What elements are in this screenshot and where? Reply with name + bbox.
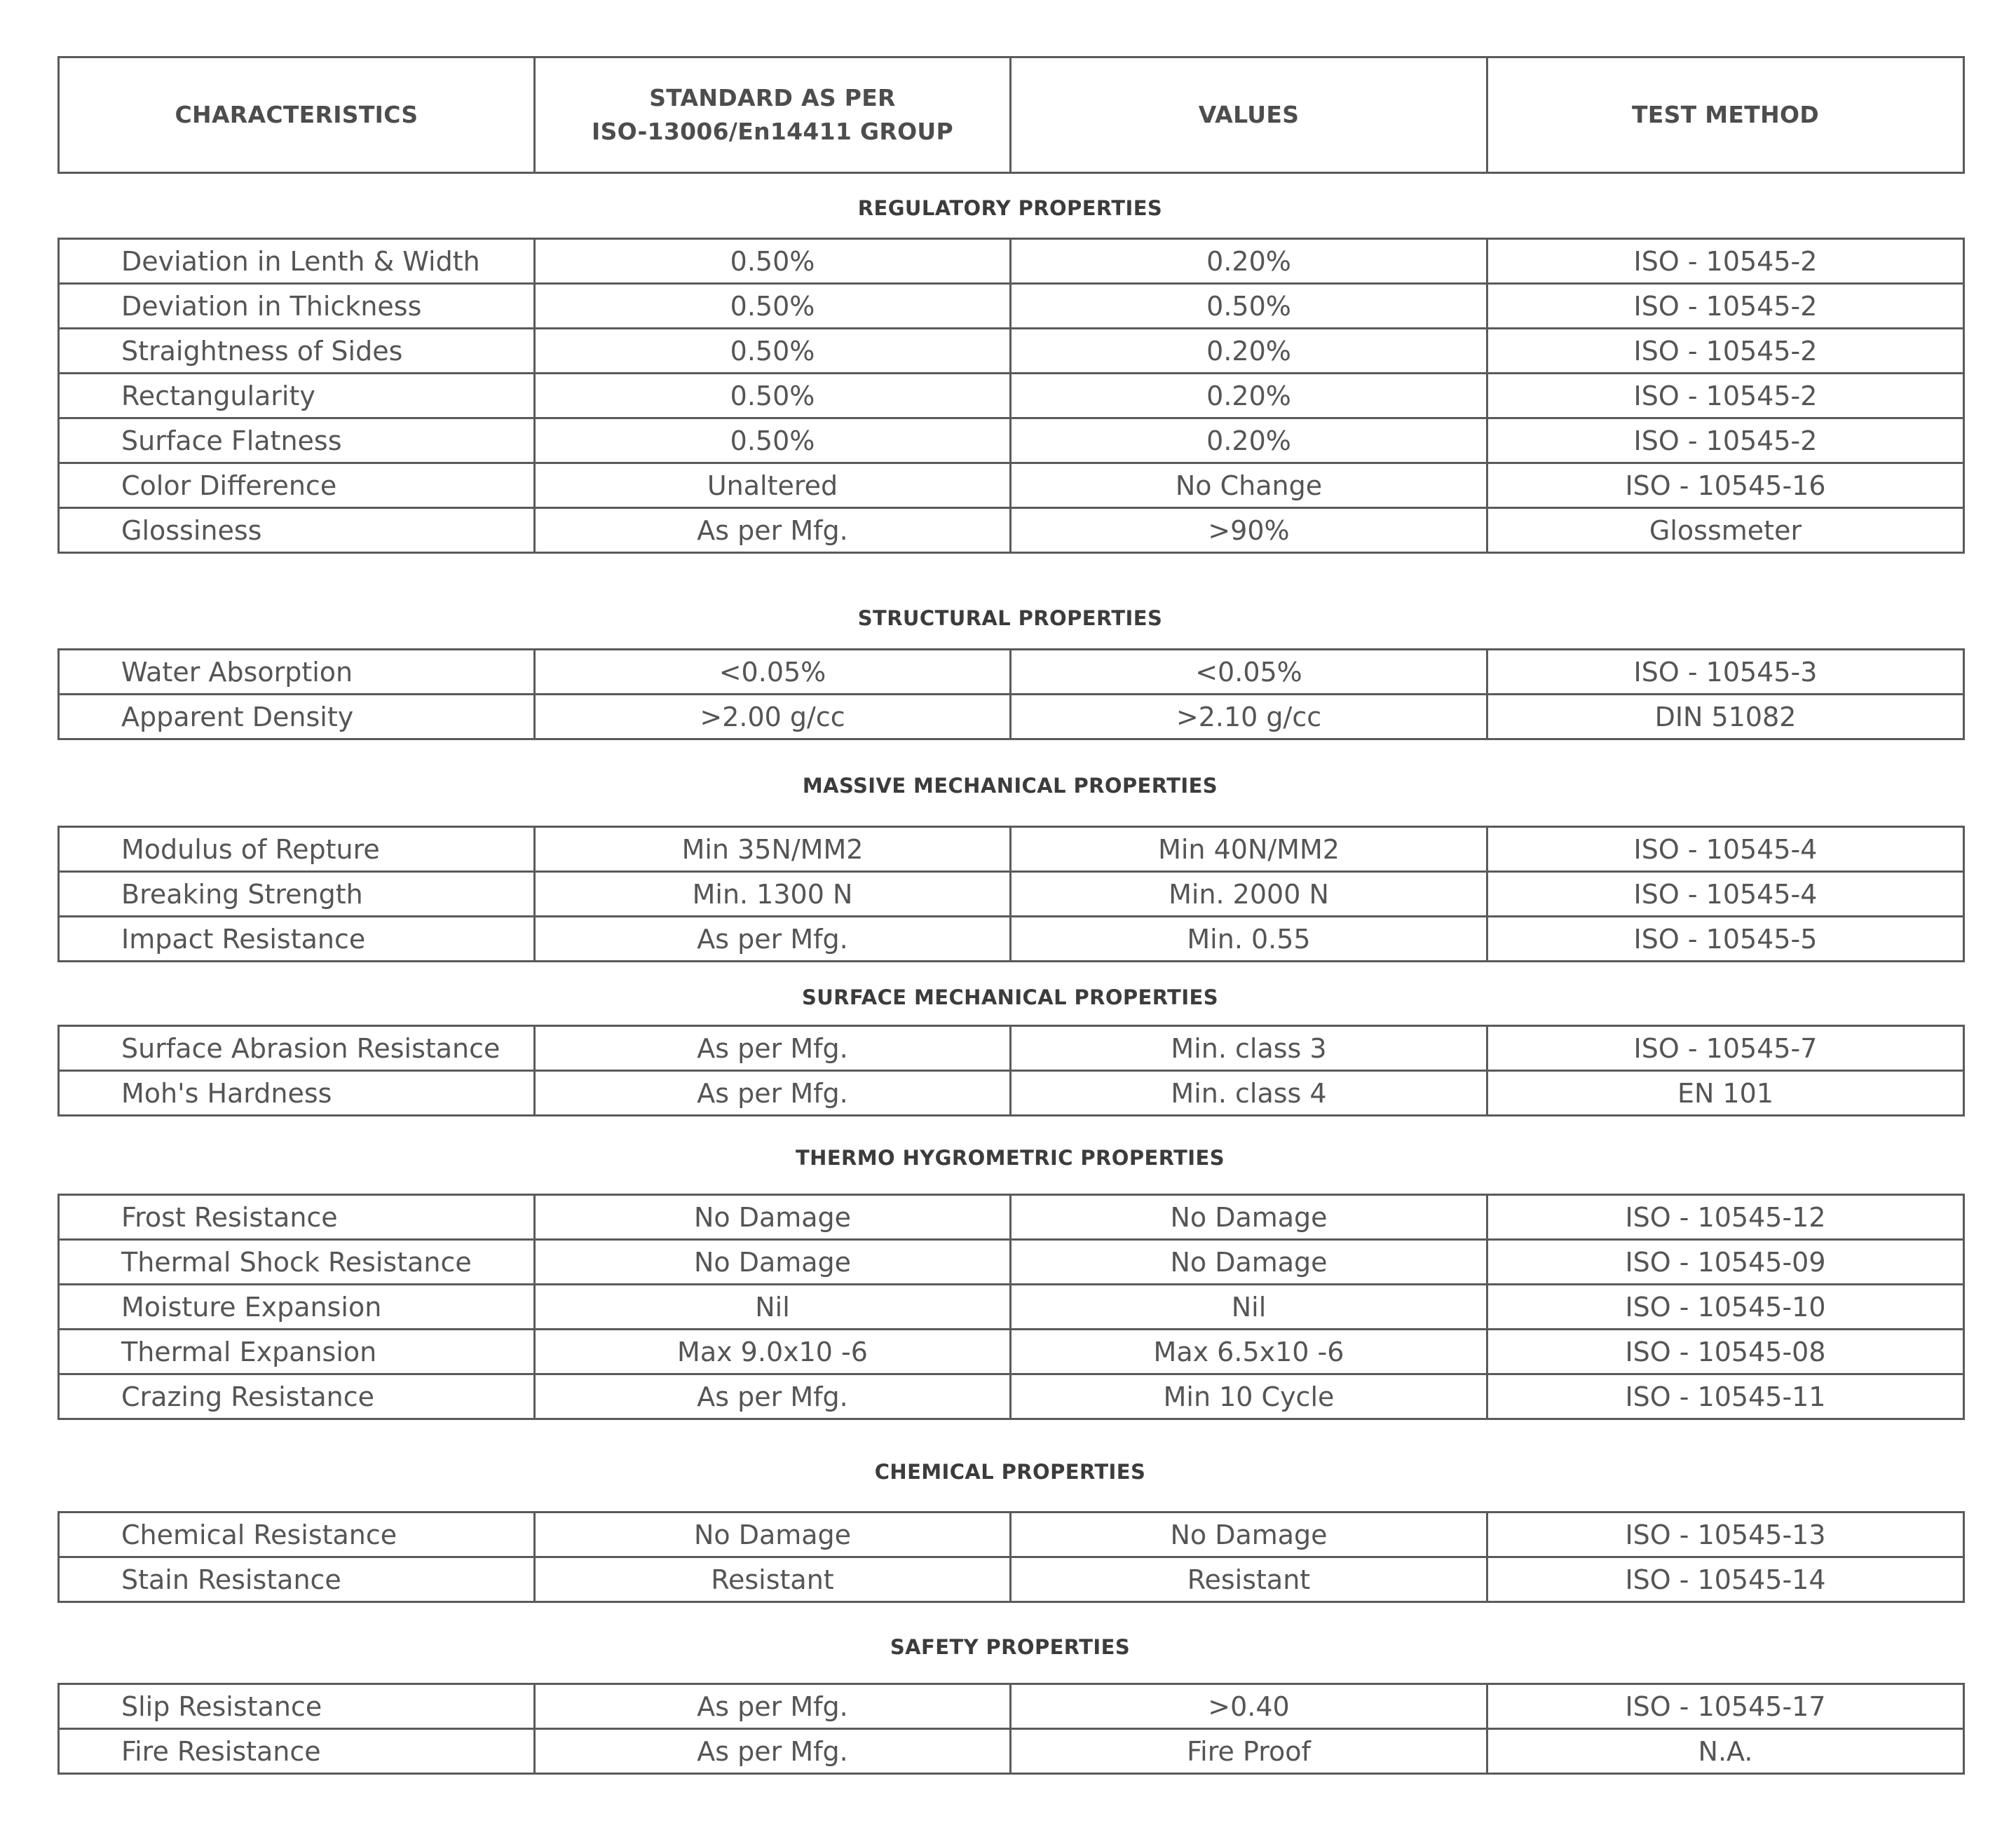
table-row [59, 239, 1964, 284]
table-row [59, 695, 1964, 739]
table-row [59, 1240, 1964, 1285]
characteristic-name: Surface Flatness [59, 418, 535, 463]
table-row [59, 1285, 1964, 1330]
measured-value: >2.10 g/cc [1011, 695, 1487, 739]
standard-value: Max 9.0x10 -6 [535, 1330, 1011, 1374]
characteristic-name: Straightness of Sides [59, 329, 535, 374]
section-title-safety: SAFETY PROPERTIES [890, 1635, 1131, 1659]
measured-value: Fire Proof [1011, 1729, 1487, 1774]
thermo-hygrometric-table [57, 1194, 1965, 1420]
characteristic-name: Impact Resistance [59, 917, 535, 962]
table-row [59, 872, 1964, 917]
characteristic-name: Stain Resistance [59, 1557, 535, 1602]
standard-value: No Damage [535, 1240, 1011, 1285]
table-row [59, 463, 1964, 508]
characteristic-name: Crazing Resistance [59, 1374, 535, 1419]
header-test-method: TEST METHOD [1487, 57, 1964, 173]
header-standard-line2: ISO-13006/En14411 GROUP [591, 118, 954, 145]
test-method: ISO - 10545-08 [1487, 1330, 1964, 1374]
header-standard [535, 57, 1011, 173]
characteristic-name: Modulus of Repture [59, 827, 535, 872]
standard-value: Resistant [535, 1557, 1011, 1602]
section-title-thermo-hygrometric: THERMO HYGROMETRIC PROPERTIES [795, 1146, 1225, 1170]
table-row [59, 827, 1964, 872]
test-method: ISO - 10545-3 [1487, 650, 1964, 695]
table-row [59, 1071, 1964, 1116]
test-method: ISO - 10545-2 [1487, 374, 1964, 418]
table-row [59, 1729, 1964, 1774]
measured-value: Min. 0.55 [1011, 917, 1487, 962]
test-method: ISO - 10545-11 [1487, 1374, 1964, 1419]
test-method: ISO - 10545-14 [1487, 1557, 1964, 1602]
measured-value: 0.20% [1011, 239, 1487, 284]
standard-value: As per Mfg. [535, 1684, 1011, 1729]
table-row [59, 1557, 1964, 1602]
characteristic-name: Glossiness [59, 508, 535, 553]
characteristic-name: Surface Abrasion Resistance [59, 1026, 535, 1071]
measured-value: No Damage [1011, 1195, 1487, 1240]
characteristic-name: Deviation in Thickness [59, 284, 535, 329]
standard-value: As per Mfg. [535, 508, 1011, 553]
standard-value: As per Mfg. [535, 1026, 1011, 1071]
standard-value: Unaltered [535, 463, 1011, 508]
standard-value: No Damage [535, 1195, 1011, 1240]
measured-value: Min 40N/MM2 [1011, 827, 1487, 872]
table-row [59, 917, 1964, 962]
characteristic-name: Slip Resistance [59, 1684, 535, 1729]
measured-value: Max 6.5x10 -6 [1011, 1330, 1487, 1374]
test-method: DIN 51082 [1487, 695, 1964, 739]
standard-value: 0.50% [535, 284, 1011, 329]
characteristic-name: Frost Resistance [59, 1195, 535, 1240]
test-method: ISO - 10545-5 [1487, 917, 1964, 962]
section-title-regulatory: REGULATORY PROPERTIES [857, 196, 1163, 220]
test-method: N.A. [1487, 1729, 1964, 1774]
standard-value: 0.50% [535, 374, 1011, 418]
regulatory-table [57, 238, 1965, 554]
characteristic-name: Thermal Expansion [59, 1330, 535, 1374]
table-row [59, 1330, 1964, 1374]
header-table [57, 56, 1965, 174]
standard-value: Nil [535, 1285, 1011, 1330]
table-row [59, 1026, 1964, 1071]
table-row [59, 1513, 1964, 1557]
test-method: ISO - 10545-10 [1487, 1285, 1964, 1330]
characteristic-name: Moisture Expansion [59, 1285, 535, 1330]
standard-value: 0.50% [535, 418, 1011, 463]
standard-value: Min 35N/MM2 [535, 827, 1011, 872]
characteristic-name: Rectangularity [59, 374, 535, 418]
measured-value: >0.40 [1011, 1684, 1487, 1729]
table-row [59, 1374, 1964, 1419]
surface-mechanical-table [57, 1025, 1965, 1117]
measured-value: >90% [1011, 508, 1487, 553]
table-row [59, 508, 1964, 553]
characteristic-name: Chemical Resistance [59, 1513, 535, 1557]
table-row [59, 1195, 1964, 1240]
section-title-structural: STRUCTURAL PROPERTIES [857, 606, 1163, 630]
test-method: ISO - 10545-12 [1487, 1195, 1964, 1240]
section-title-massive-mechanical: MASSIVE MECHANICAL PROPERTIES [802, 774, 1218, 798]
standard-value: 0.50% [535, 239, 1011, 284]
header-standard-line1: STANDARD AS PER [649, 84, 896, 111]
characteristic-name: Breaking Strength [59, 872, 535, 917]
standard-value: As per Mfg. [535, 1071, 1011, 1116]
measured-value: No Damage [1011, 1513, 1487, 1557]
measured-value: Min 10 Cycle [1011, 1374, 1487, 1419]
header-row [59, 57, 1964, 173]
measured-value: <0.05% [1011, 650, 1487, 695]
standard-value: As per Mfg. [535, 1729, 1011, 1774]
characteristic-name: Fire Resistance [59, 1729, 535, 1774]
measured-value: 0.50% [1011, 284, 1487, 329]
characteristic-name: Moh's Hardness [59, 1071, 535, 1116]
measured-value: No Damage [1011, 1240, 1487, 1285]
table-row [59, 329, 1964, 374]
standard-value: As per Mfg. [535, 1374, 1011, 1419]
table-row [59, 284, 1964, 329]
measured-value: 0.20% [1011, 418, 1487, 463]
measured-value: Min. class 3 [1011, 1026, 1487, 1071]
test-method: ISO - 10545-7 [1487, 1026, 1964, 1071]
characteristic-name: Color Difference [59, 463, 535, 508]
safety-table [57, 1683, 1965, 1775]
test-method: EN 101 [1487, 1071, 1964, 1116]
test-method: ISO - 10545-4 [1487, 872, 1964, 917]
test-method: ISO - 10545-2 [1487, 239, 1964, 284]
chemical-table [57, 1511, 1965, 1603]
table-row [59, 1684, 1964, 1729]
measured-value: Min. class 4 [1011, 1071, 1487, 1116]
characteristic-name: Deviation in Lenth & Width [59, 239, 535, 284]
characteristic-name: Thermal Shock Resistance [59, 1240, 535, 1285]
standard-value: Min. 1300 N [535, 872, 1011, 917]
section-title-chemical: CHEMICAL PROPERTIES [874, 1460, 1146, 1484]
test-method: ISO - 10545-2 [1487, 284, 1964, 329]
test-method: Glossmeter [1487, 508, 1964, 553]
standard-value: >2.00 g/cc [535, 695, 1011, 739]
table-row [59, 374, 1964, 418]
header-values: VALUES [1011, 57, 1487, 173]
measured-value: Resistant [1011, 1557, 1487, 1602]
section-title-surface-mechanical: SURFACE MECHANICAL PROPERTIES [801, 985, 1219, 1009]
test-method: ISO - 10545-2 [1487, 329, 1964, 374]
test-method: ISO - 10545-16 [1487, 463, 1964, 508]
massive-mechanical-table [57, 826, 1965, 962]
structural-table [57, 648, 1965, 740]
standard-value: <0.05% [535, 650, 1011, 695]
header-characteristics: CHARACTERISTICS [59, 57, 535, 173]
test-method: ISO - 10545-17 [1487, 1684, 1964, 1729]
test-method: ISO - 10545-2 [1487, 418, 1964, 463]
characteristic-name: Water Absorption [59, 650, 535, 695]
test-method: ISO - 10545-09 [1487, 1240, 1964, 1285]
measured-value: Nil [1011, 1285, 1487, 1330]
test-method: ISO - 10545-4 [1487, 827, 1964, 872]
measured-value: No Change [1011, 463, 1487, 508]
table-row [59, 650, 1964, 695]
standard-value: 0.50% [535, 329, 1011, 374]
test-method: ISO - 10545-13 [1487, 1513, 1964, 1557]
characteristic-name: Apparent Density [59, 695, 535, 739]
standard-value: As per Mfg. [535, 917, 1011, 962]
table-row [59, 418, 1964, 463]
standard-value: No Damage [535, 1513, 1011, 1557]
measured-value: 0.20% [1011, 374, 1487, 418]
measured-value: 0.20% [1011, 329, 1487, 374]
measured-value: Min. 2000 N [1011, 872, 1487, 917]
